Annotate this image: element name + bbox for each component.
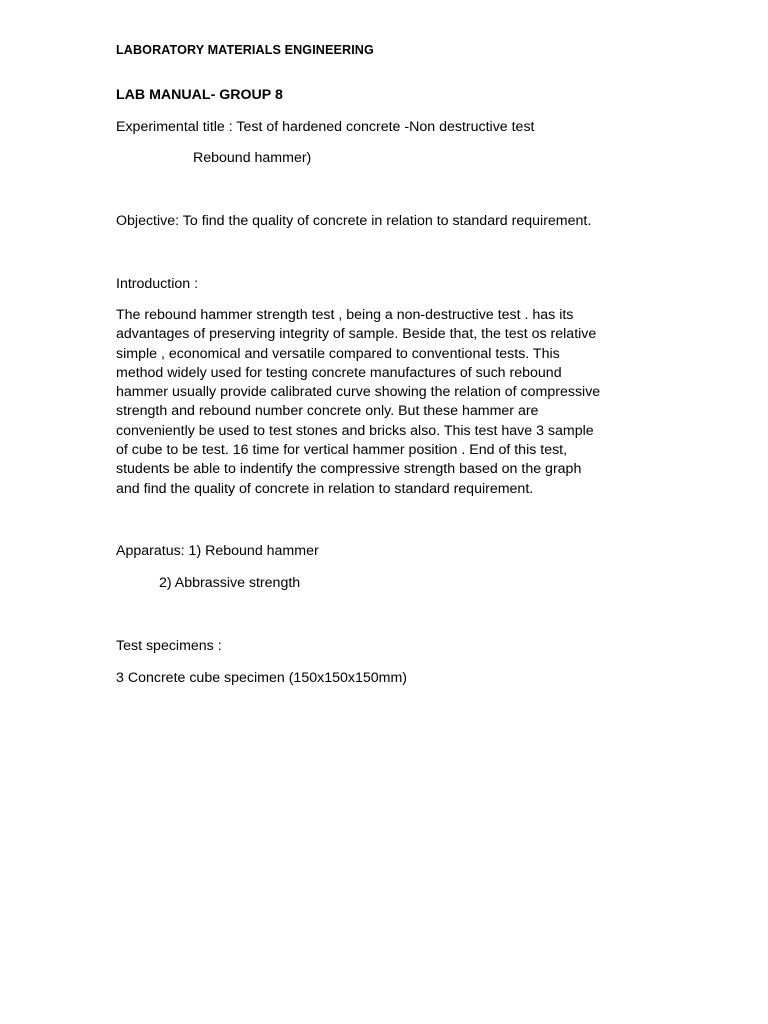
introduction-line: strength and rebound number concrete only. But these hammer are <box>116 403 539 420</box>
introduction-body <box>116 306 656 499</box>
manual-title: LAB MANUAL- GROUP 8 <box>116 87 283 103</box>
introduction-line: simple , economical and versatile compared to conventional tests. This <box>116 345 560 362</box>
test-specimens-heading: Test specimens : <box>116 638 222 654</box>
apparatus-item-2: 2) Abbrassive strength <box>159 575 301 591</box>
experimental-title: Experimental title : Test of hardened concrete -Non destructive test <box>116 119 535 135</box>
experimental-title-continuation: Rebound hammer) <box>193 150 312 166</box>
apparatus-item-1: Apparatus: 1) Rebound hammer <box>116 543 319 559</box>
objective: Objective: To find the quality of concrete in relation to standard requirement. <box>116 213 592 229</box>
document-header: LABORATORY MATERIALS ENGINEERING <box>116 43 374 57</box>
introduction-line: of cube to be test. 16 time for vertical hammer position . End of this test, <box>116 442 568 459</box>
introduction-line: conveniently be used to test stones and bricks also. This test have 3 sample <box>116 422 594 439</box>
introduction-line: hammer usually provide calibrated curve showing the relation of compressive <box>116 384 601 401</box>
introduction-heading: Introduction : <box>116 276 199 292</box>
introduction-line: advantages of preserving integrity of sample. Beside that, the test os relative <box>116 326 597 343</box>
introduction-line: students be able to indentify the compressive strength based on the graph <box>116 461 582 478</box>
introduction-line: and find the quality of concrete in relation to standard requirement. <box>116 480 534 497</box>
introduction-line: The rebound hammer strength test , being a non-destructive test . has its <box>116 307 574 323</box>
test-specimens: 3 Concrete cube specimen (150x150x150mm) <box>116 670 407 686</box>
introduction-line: method widely used for testing concrete manufactures of such rebound <box>116 364 562 381</box>
